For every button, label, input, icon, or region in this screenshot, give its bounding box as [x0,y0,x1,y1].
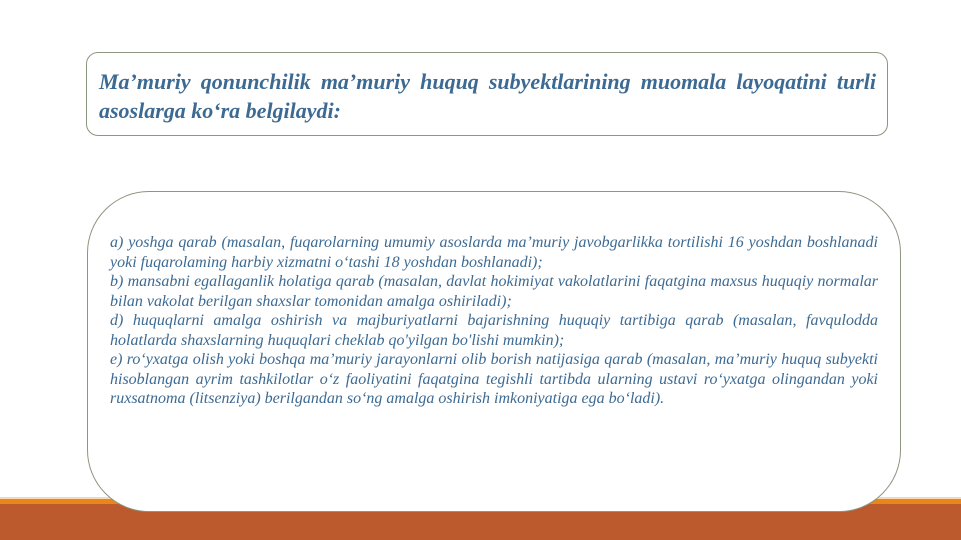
content-box [87,191,901,512]
list-item-d: d) huquqlarni amalga oshirish va majburiyatlarni bajarishning huquqiy tartibiga qarab (masalan, favqulodda holatlarda shaxslarning huquqlari cheklab qo'yilgan bo'lishi mumkin); [110,312,878,349]
list-item-a: a) yoshga qarab (masalan, fuqarolarning umumiy asoslarda ma’muriy javobgarlikka tortilishi 16 yoshdan boshlanadi yoki fuqarolaming harbiy xizmatni o‘tashi 18 yoshdan boshlanadi); [110,234,878,271]
content-list [110,233,878,409]
list-item-e: e) ro‘yxatga olish yoki boshqa ma’muriy jarayonlarni olib borish natijasiga qarab (masalan, ma’muriy huquq subyekti hisoblangan ayrim tashkilotlar o‘z faoliyatini faqatgina tegishli tartibda ularning ustavi ro‘yxatga olingandan yoki ruxsatnoma (litsenziya) berilgandan so‘ng amalga oshirish imkoniyatiga ega bo‘ladi). [110,351,878,407]
slide-title: Ma’muriy qonunchilik ma’muriy huquq subyektlarining muomala layoqatini turli asoslarga ko‘ra belgilaydi: [99,69,876,123]
list-item-b: b) mansabni egallaganlik holatiga qarab (masalan, davlat hokimiyat vakolatlarini faqatgina maxsus huquqiy normalar bilan vakolat berilgan shaxslar tomonidan amalga oshiriladi); [110,273,878,310]
title-box [86,52,888,136]
